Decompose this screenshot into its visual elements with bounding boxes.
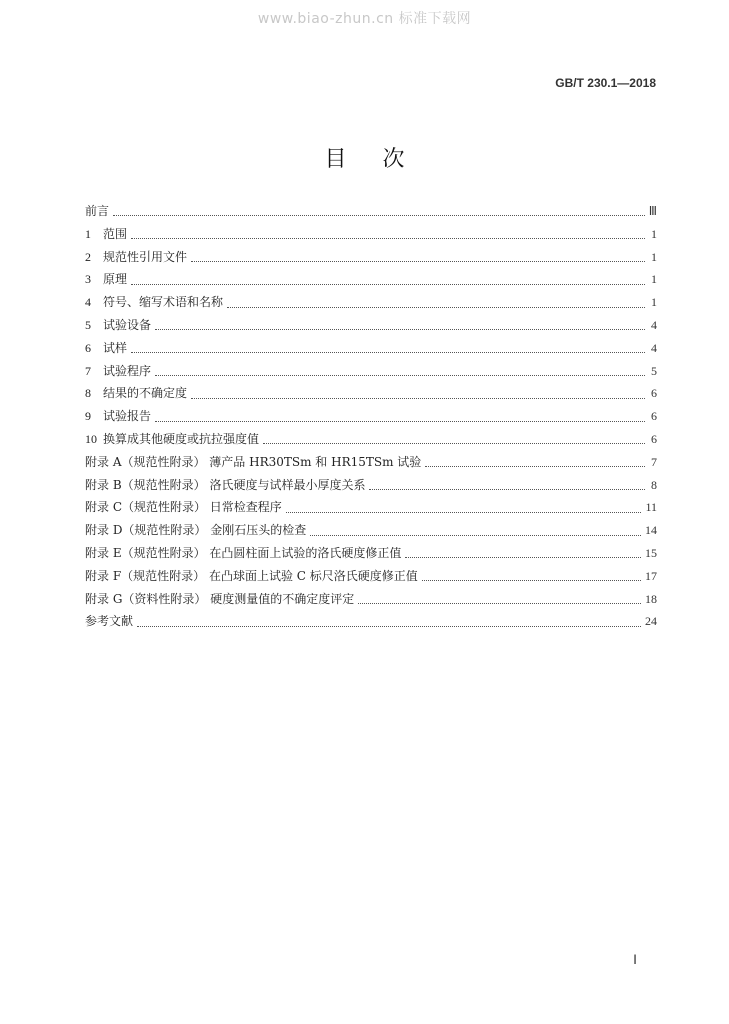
toc-entry-number: 1: [85, 226, 91, 241]
toc-entry-annex-b[interactable]: [85, 474, 657, 497]
toc-leader-dots: [131, 275, 645, 285]
toc-entry-page: 7: [651, 454, 657, 469]
toc-entry-3[interactable]: [85, 268, 657, 291]
toc-leader-dots: [155, 320, 645, 330]
toc-entry-label: 附录 D（规范性附录） 金刚石压头的检查: [85, 523, 307, 538]
toc-entry-1[interactable]: [85, 223, 657, 246]
toc-entry-number: 8: [85, 386, 91, 401]
toc-leader-dots: [263, 434, 645, 444]
toc-entry-annex-d[interactable]: [85, 519, 657, 542]
toc-entry-label: 2 规范性引用文件: [85, 246, 187, 269]
toc-entry-label: 前言: [85, 204, 110, 218]
toc-entry-page: 18: [645, 591, 657, 606]
toc-entry-page: 14: [645, 523, 657, 538]
standard-code: GB/T 230.1—2018: [555, 76, 656, 90]
toc-entry-label: 3 原理: [85, 268, 127, 291]
toc-leader-dots: [155, 366, 645, 376]
toc-entry-page: 1: [651, 249, 657, 264]
toc-entry-page: 17: [645, 568, 657, 583]
toc-entry-annex-f[interactable]: [85, 565, 657, 588]
footer-page-number: Ⅰ: [633, 952, 637, 967]
toc-leader-dots: [131, 343, 645, 353]
toc-entry-label: 参考文献: [85, 614, 134, 629]
toc-entry-page: 6: [651, 409, 657, 424]
toc-entry-number: 10: [85, 431, 97, 446]
toc-entry-page: 15: [645, 545, 657, 560]
toc-leader-dots: [137, 617, 641, 627]
toc-leader-dots: [358, 594, 641, 604]
toc-entry-references[interactable]: [85, 610, 657, 633]
page-title: 目次: [324, 147, 441, 172]
toc-entry-label: 4 符号、缩写术语和名称: [85, 291, 223, 314]
toc-entry-9[interactable]: [85, 405, 657, 428]
toc-entry-label: 附录 C（规范性附录） 日常检查程序: [85, 500, 282, 515]
toc-leader-dots: [422, 571, 641, 581]
toc-entry-page: 4: [651, 317, 657, 332]
toc-entry-label: 附录 G（资料性附录） 硬度测量值的不确定度评定: [85, 591, 355, 606]
toc-leader-dots: [369, 480, 645, 490]
toc-entry-label: 8 结果的不确定度: [85, 382, 187, 405]
toc-entry-label: 附录 E（规范性附录） 在凸圆柱面上试验的洛氏硬度修正值: [85, 545, 402, 560]
toc-entry-label: 5 试验设备: [85, 314, 151, 337]
toc-leader-dots: [310, 526, 641, 536]
toc-entry-annex-a[interactable]: [85, 451, 657, 474]
toc-leader-dots: [286, 503, 642, 513]
toc-entry-label: 附录 B（规范性附录） 洛氏硬度与试样最小厚度关系: [85, 477, 366, 492]
toc-entry-number: 2: [85, 249, 91, 264]
toc-entry-label: 6 试样: [85, 337, 127, 360]
toc-entry-label: 9 试验报告: [85, 405, 151, 428]
toc-entry-number: 6: [85, 340, 91, 355]
toc-entry-2[interactable]: [85, 246, 657, 269]
toc-entry-page: 5: [651, 363, 657, 378]
toc-entry-7[interactable]: [85, 360, 657, 383]
toc-entry-number: 3: [85, 272, 91, 287]
toc-leader-dots: [155, 412, 645, 422]
toc-entry-page: Ⅲ: [648, 204, 657, 218]
toc-entry-label: 附录 F（规范性附录） 在凸球面上试验 C 标尺洛氏硬度修正值: [85, 568, 418, 583]
toc-entry-preface[interactable]: [85, 200, 657, 223]
toc-entry-annex-c[interactable]: [85, 496, 657, 519]
toc-entry-6[interactable]: [85, 337, 657, 360]
toc-entry-annex-e[interactable]: [85, 542, 657, 565]
toc-entry-number: 9: [85, 409, 91, 424]
toc-leader-dots: [113, 206, 645, 216]
toc-entry-10[interactable]: [85, 428, 657, 451]
toc-entry-page: 24: [645, 614, 657, 629]
toc-entry-label: 7 试验程序: [85, 360, 151, 383]
toc-entry-label: 10 换算成其他硬度或抗拉强度值: [85, 428, 259, 451]
toc-entry-annex-g[interactable]: [85, 588, 657, 611]
toc-entry-number: 4: [85, 295, 91, 310]
toc-entry-label: 1 范围: [85, 223, 127, 246]
toc-entry-number: 7: [85, 363, 91, 378]
toc-entry-4[interactable]: [85, 291, 657, 314]
toc-leader-dots: [131, 229, 645, 239]
toc-entry-page: 4: [651, 340, 657, 355]
watermark-text: www.biao-zhun.cn 标准下载网: [257, 11, 472, 27]
toc-leader-dots: [405, 548, 641, 558]
toc-leader-dots: [191, 252, 645, 262]
toc-entry-label: 附录 A（规范性附录） 薄产品 HR30TSm 和 HR15TSm 试验: [85, 454, 422, 469]
toc-entry-8[interactable]: [85, 382, 657, 405]
toc-entry-page: 1: [651, 295, 657, 310]
toc-entry-5[interactable]: [85, 314, 657, 337]
toc-entry-page: 8: [651, 477, 657, 492]
toc-leader-dots: [227, 298, 645, 308]
toc-entry-page: 6: [651, 386, 657, 401]
toc-entry-number: 5: [85, 317, 91, 332]
toc-leader-dots: [191, 389, 645, 399]
toc-entry-page: 1: [651, 226, 657, 241]
table-of-contents: [85, 200, 657, 633]
toc-leader-dots: [425, 457, 645, 467]
toc-entry-page: 11: [645, 500, 657, 515]
toc-entry-page: 1: [651, 272, 657, 287]
toc-entry-page: 6: [651, 431, 657, 446]
